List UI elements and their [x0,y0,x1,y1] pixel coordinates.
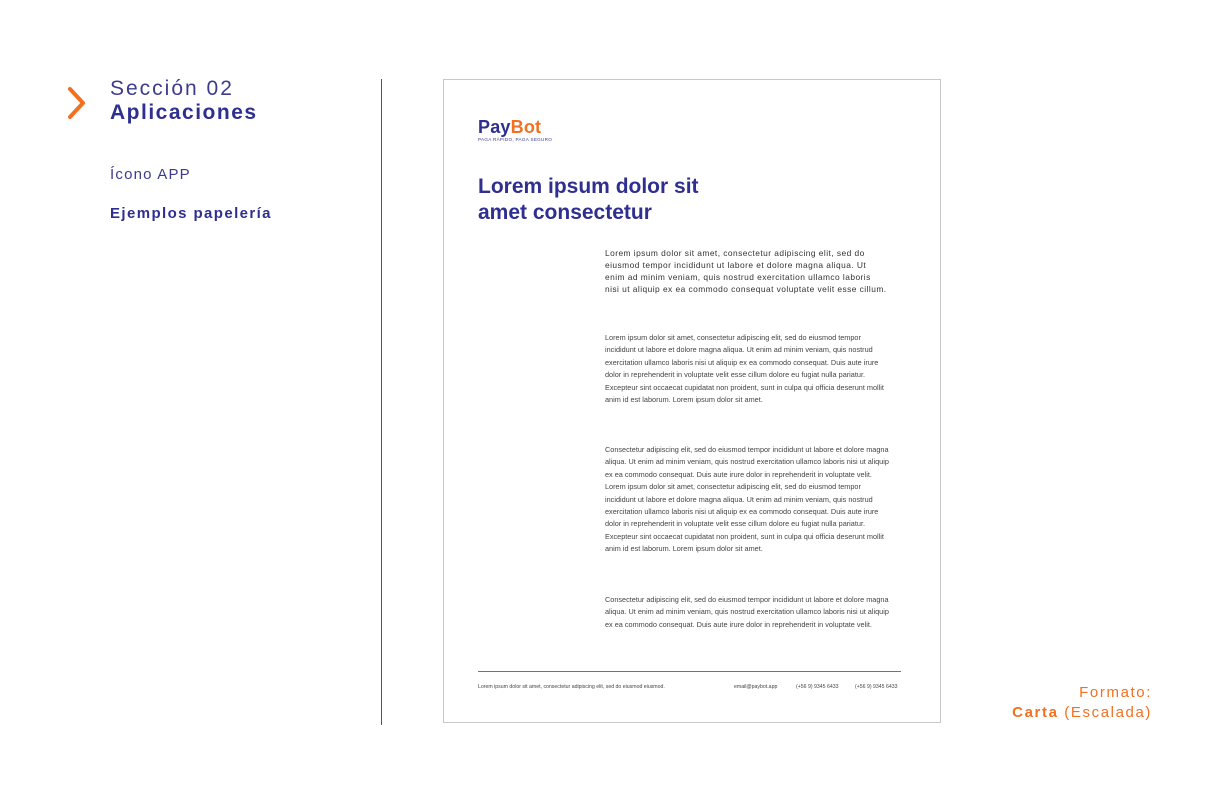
format-value: Carta [1012,704,1059,721]
chevron-right-icon [64,86,90,120]
footer-text: Lorem ipsum dolor sit amet, consectetur adipiscing elit, sed do eiusmod eiusmod. [478,684,665,690]
nav-item-icono-app[interactable]: Ícono APP [110,166,191,183]
footer-rule [478,671,901,672]
format-label: Formato: [1079,684,1152,701]
headline-line-1: Lorem ipsum dolor sit [478,175,699,198]
footer-phone-1: (+56 9) 9345 6433 [796,684,839,690]
section-title: Aplicaciones [110,101,258,124]
footer-phone-2: (+56 9) 9345 6433 [855,684,898,690]
body-paragraph-3: Consectetur adipiscing elit, sed do eiusmod tempor incididunt ut labore et dolore magna aliqua. Ut enim ad minim veniam, quis nostrud exercitation ullamco laboris nisi ut aliquip ex ea commodo consequat. Duis aute irure dolor in reprehenderit in voluptate velit. [605,595,889,629]
nav-item-ejemplos-papeleria[interactable]: Ejemplos papelería [110,205,272,222]
format-value-line [1012,704,1152,721]
lead-paragraph: Lorem ipsum dolor sit amet, consectetur adipiscing elit, sed do eiusmod tempor incididunt ut labore et dolore magna aliqua. Ut enim ad minim veniam, quis nostrud exercitation ullamco laboris nisi ut aliquip ex ea commodo consequat voluptate velit esse cillum. [605,248,887,294]
body-paragraph-1: Lorem ipsum dolor sit amet, consectetur adipiscing elit, sed do eiusmod tempor incididunt ut labore et dolore magna aliqua. Ut enim ad minim veniam, quis nostrud exercitation ullamco laboris nisi ut aliquip ex ea commodo consequat. Duis aute irure dolor in reprehenderit in voluptate velit esse cillum dolore eu fugiat nulla pariatur. Excepteur sint occaecat cupidatat non proident, sunt in culpa qui officia deserunt mollit anim id est laborum. Lorem ipsum dolor sit amet. [605,333,884,405]
logo-word-bot: Bot [510,117,542,137]
paybot-logo [478,118,552,142]
letter-document-preview [443,79,941,723]
body-paragraph-2: Consectetur adipiscing elit, sed do eiusmod tempor incididunt ut labore et dolore magna aliqua. Ut enim ad minim veniam, quis nostrud exercitation ullamco laboris nisi ut aliquip ex ea commodo consequat. Duis aute irure dolor in reprehenderit in voluptate velit. Lorem ipsum dolor sit amet, consectetur adipiscing elit, sed do eiusmod tempor incididunt ut labore et dolore magna aliqua. Ut enim ad minim veniam, quis nostrud exercitation ullamco laboris nisi ut aliquip ex ea commodo consequat. Duis aute irure dolor in reprehenderit in voluptate velit esse cillum dolore eu fugiat nulla pariatur. Excepteur sint occaecat cupidatat non proident, sunt in culpa qui officia deserunt mollit anim id est laborum. Lorem ipsum dolor sit amet. [605,445,889,554]
divider-line [381,79,382,725]
section-number: Sección 02 [110,77,234,100]
headline-line-2: amet consectetur [478,201,652,224]
document-headline [478,174,778,226]
footer-email: email@paybot.app [734,684,778,690]
format-note: (Escalada) [1064,704,1152,721]
logo-word-pay: Pay [478,117,511,137]
logo-tagline: PAGA RÁPIDO, PAGA SEGURO [478,137,553,142]
